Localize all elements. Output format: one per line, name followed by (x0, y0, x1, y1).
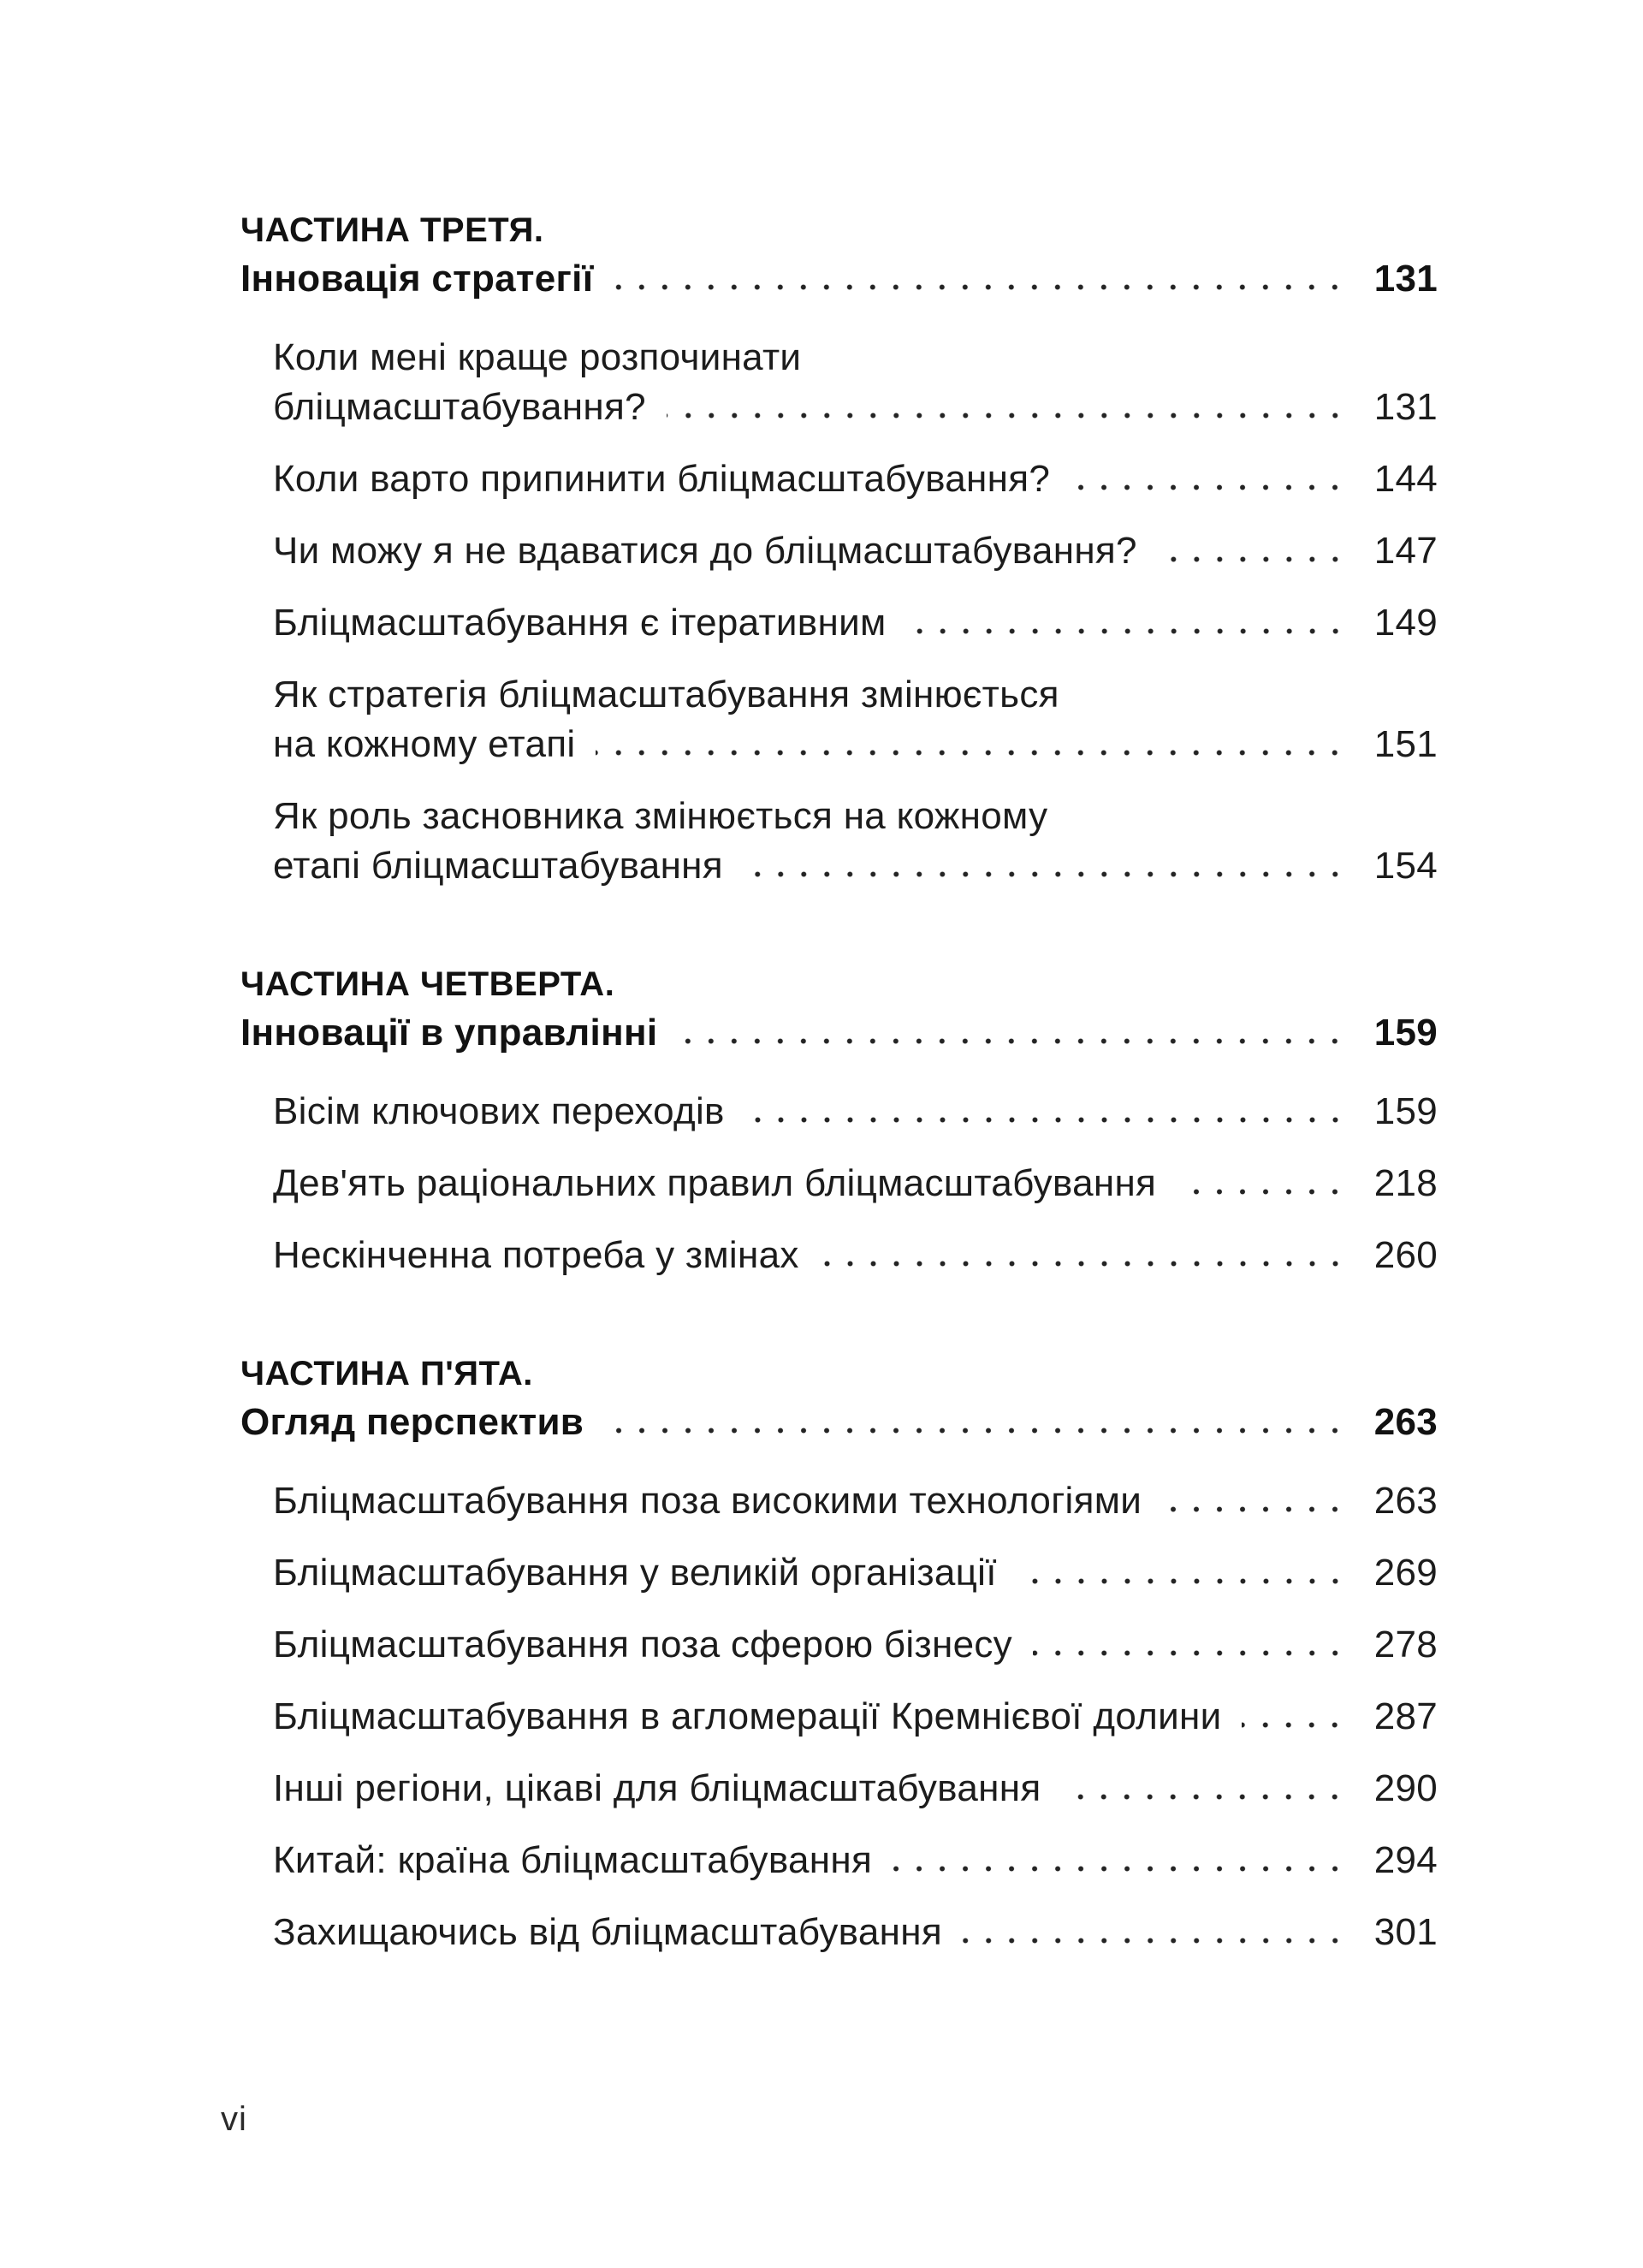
toc-entry-text: Нескінченна потреба у змінах (273, 1234, 799, 1276)
toc-entry-text: Коли мені краще розпочинати (273, 336, 802, 378)
dot-leader (745, 1116, 1347, 1124)
table-of-contents (240, 207, 1438, 2028)
toc-entry-line (273, 1231, 1438, 1280)
toc-entry (273, 1836, 1438, 1885)
toc-entry-line (273, 1692, 1438, 1742)
toc-entry-text: Інші регіони, цікаві для бліцмасштабування (273, 1767, 1041, 1809)
toc-section (240, 961, 1438, 1280)
entry-page-number: 260 (1373, 1234, 1438, 1276)
entry-page-number: 151 (1373, 723, 1438, 765)
toc-entry-line (273, 1836, 1438, 1885)
toc-entry-text: Вісім ключових переходів (273, 1090, 725, 1132)
toc-entry (273, 1908, 1438, 1957)
entry-page-number: 301 (1373, 1911, 1438, 1953)
toc-entry-text: Як роль засновника змінюється на кожному (273, 795, 1048, 837)
entry-page-number: 263 (1373, 1480, 1438, 1522)
section-page-number: 159 (1373, 1012, 1438, 1054)
dot-leader (820, 1260, 1347, 1268)
section-kicker: ЧАСТИНА ЧЕТВЕРТА. (240, 965, 615, 1003)
toc-entry-text: Дев'ять раціональних правил бліцмасштабування (273, 1162, 1157, 1204)
dot-leader (1061, 1793, 1346, 1801)
section-kicker: ЧАСТИНА П'ЯТА. (240, 1355, 533, 1392)
toc-entry-text: Бліцмасштабування поза високими технологіями (273, 1480, 1142, 1522)
toc-entry-line (273, 1908, 1438, 1957)
toc-entry-line (273, 383, 1438, 432)
dot-leader (1071, 484, 1347, 491)
dot-leader (963, 1937, 1347, 1944)
dot-leader (667, 412, 1347, 419)
toc-entry-text: Як стратегія бліцмасштабування змінюється (273, 674, 1059, 715)
dot-leader (893, 1865, 1347, 1873)
dot-leader (1177, 1188, 1347, 1196)
entry-page-number: 144 (1373, 458, 1438, 500)
dot-leader (744, 870, 1347, 878)
toc-entry (273, 526, 1438, 576)
dot-leader (614, 283, 1346, 291)
section-entries (273, 333, 1438, 891)
toc-entry-text: Чи можу я не вдаватися до бліцмасштабування? (273, 530, 1137, 572)
entry-page-number: 269 (1373, 1552, 1438, 1594)
entry-page-number: 149 (1373, 602, 1438, 644)
entry-page-number: 131 (1373, 386, 1438, 428)
toc-entry-line (273, 1087, 1438, 1137)
entry-page-number: 159 (1373, 1090, 1438, 1132)
toc-entry-text: етапі бліцмасштабування (273, 845, 723, 887)
toc-entry-line (273, 720, 1438, 769)
toc-entry-text: Бліцмасштабування у великій організації (273, 1552, 997, 1594)
toc-entry-text: на кожному етапі (273, 723, 576, 765)
toc-entry (273, 1231, 1438, 1280)
page-folio-number: vi (221, 2100, 247, 2138)
toc-entry-line (273, 333, 1438, 383)
dot-leader (1158, 555, 1347, 563)
section-title-row (240, 1398, 1438, 1447)
entry-page-number: 154 (1373, 845, 1438, 887)
entry-page-number: 294 (1373, 1839, 1438, 1881)
section-title-row (240, 254, 1438, 304)
toc-entry-text: Захищаючись від бліцмасштабування (273, 1911, 942, 1953)
toc-entry-line (273, 1620, 1438, 1670)
toc-entry-line (273, 1159, 1438, 1208)
toc-entry-text: Коли варто припинити бліцмасштабування? (273, 458, 1051, 500)
toc-entry-line (273, 1548, 1438, 1598)
dot-leader (1162, 1505, 1347, 1513)
toc-section (240, 1351, 1438, 1957)
section-title: Інновація стратегії (240, 258, 594, 300)
toc-entry-line (273, 598, 1438, 648)
toc-entry (273, 598, 1438, 648)
section-entries (273, 1476, 1438, 1957)
dot-leader (907, 627, 1347, 635)
dot-leader (1242, 1721, 1346, 1729)
toc-entry (273, 1476, 1438, 1526)
toc-entry-text: бліцмасштабування? (273, 386, 646, 428)
section-title: Інновації в управлінні (240, 1012, 658, 1054)
toc-entry-line (273, 670, 1438, 720)
toc-entry (273, 333, 1438, 432)
entry-page-number: 218 (1373, 1162, 1438, 1204)
section-page-number: 263 (1373, 1401, 1438, 1443)
toc-entry (273, 454, 1438, 504)
entry-page-number: 287 (1373, 1695, 1438, 1737)
toc-entry-line (273, 841, 1438, 891)
dot-leader (1033, 1649, 1347, 1657)
dot-leader (604, 1427, 1347, 1434)
dot-leader (596, 749, 1346, 757)
toc-entry-text: Бліцмасштабування в агломерації Кремнієвої долини (273, 1695, 1222, 1737)
entry-page-number: 147 (1373, 530, 1438, 572)
toc-entry-text: Китай: країна бліцмасштабування (273, 1839, 873, 1881)
section-entries (273, 1087, 1438, 1280)
dot-leader (1017, 1577, 1347, 1585)
section-title-row (240, 1008, 1438, 1058)
toc-entry-line (273, 1764, 1438, 1814)
toc-entry-line (273, 454, 1438, 504)
toc-entry-line (273, 1476, 1438, 1526)
toc-entry (273, 1764, 1438, 1814)
toc-entry (273, 792, 1438, 891)
section-kicker: ЧАСТИНА ТРЕТЯ. (240, 211, 544, 249)
toc-section (240, 207, 1438, 891)
toc-entry (273, 1692, 1438, 1742)
toc-entry-line (273, 526, 1438, 576)
section-page-number: 131 (1373, 258, 1438, 300)
section-title: Огляд перспектив (240, 1401, 584, 1443)
entry-page-number: 290 (1373, 1767, 1438, 1809)
toc-entry-text: Бліцмасштабування є ітеративним (273, 602, 887, 644)
toc-entry (273, 670, 1438, 769)
toc-entry (273, 1620, 1438, 1670)
toc-entry-line (273, 792, 1438, 841)
toc-entry (273, 1087, 1438, 1137)
dot-leader (678, 1037, 1346, 1045)
entry-page-number: 278 (1373, 1624, 1438, 1665)
toc-entry (273, 1159, 1438, 1208)
toc-entry (273, 1548, 1438, 1598)
toc-entry-text: Бліцмасштабування поза сферою бізнесу (273, 1624, 1012, 1665)
